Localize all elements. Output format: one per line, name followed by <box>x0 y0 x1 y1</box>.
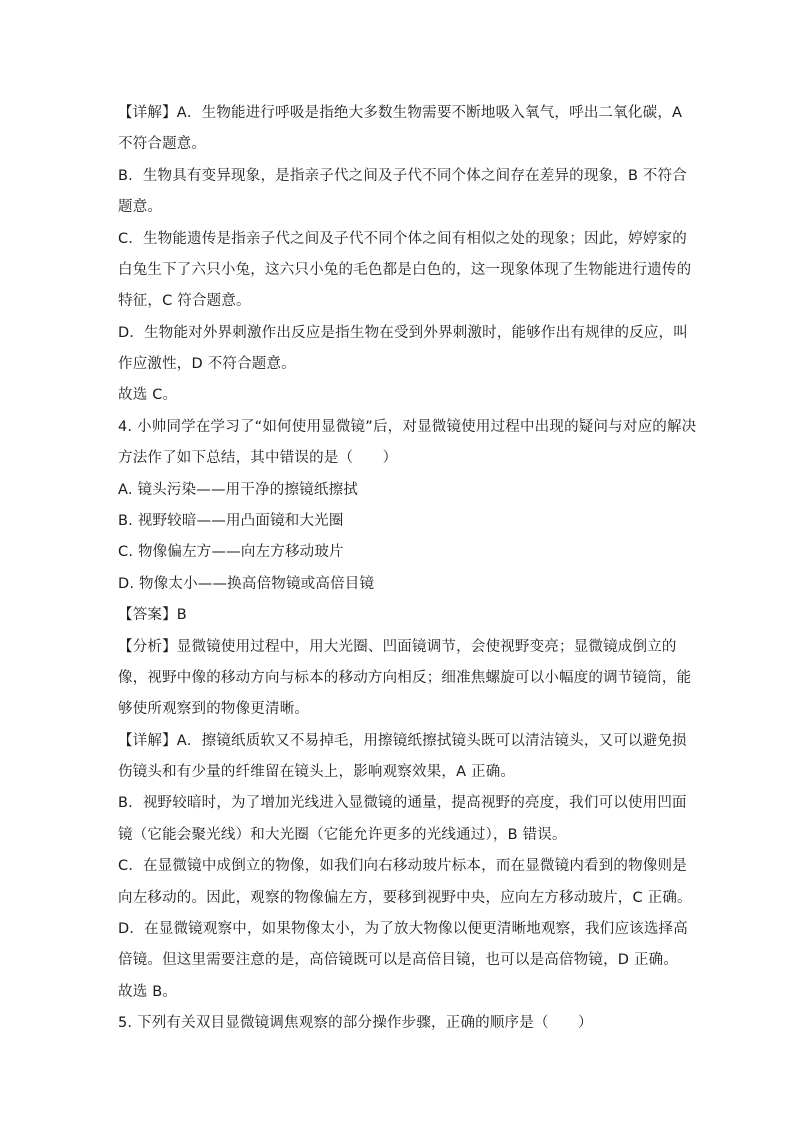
explanation-line: B．视野较暗时，为了增加光线进入显微镜的通量，提高视野的亮度，我们可以使用凹面 <box>118 795 687 811</box>
text-line: 作应激性，D 不符合题意。 <box>118 356 296 372</box>
question-5-stem: 5. 下列有关双目显微镜调焦观察的部分操作步骤，正确的顺序是（ ） <box>118 1015 593 1031</box>
explanation-line: 镜（它能会聚光线）和大光圈（它能允许更多的光线通过），B 错误。 <box>118 827 567 843</box>
text-line: B．生物具有变异现象，是指亲子代之间及子代不同个体之间存在差异的现象，B 不符合 <box>118 168 688 184</box>
explanation-line: C．在显微镜中成倒立的物像，如我们向右移动玻片标本，而在显微镜内看到的物像则是 <box>118 858 687 874</box>
analysis-line: 像，视野中像的移动方向与标本的移动方向相反；细准焦螺旋可以小幅度的调节镜筒，能 <box>118 670 692 686</box>
text-line: 白兔生下了六只小兔，这六只小兔的毛色都是白色的，这一现象体现了生物能进行遗传的 <box>118 262 692 278</box>
explanation-line: 倍镜。但这里需要注意的是，高倍镜既可以是高倍目镜，也可以是高倍物镜，D 正确。 <box>118 952 679 968</box>
option-c: C. 物像偏左方——向左方移动玻片 <box>118 544 344 560</box>
text-line: 【详解】A．生物能进行呼吸是指绝大多数生物需要不断地吸入氧气，呼出二氧化碳，A <box>118 105 683 121</box>
text-line: 故选 C。 <box>118 387 178 403</box>
option-d: D. 物像太小——换高倍物镜或高倍目镜 <box>118 576 375 592</box>
explanation-line: D．在显微镜观察中，如果物像太小，为了放大物像以便更清晰地观察，我们应该选择高 <box>118 921 688 937</box>
analysis-line: 【分析】显微镜使用过程中，用大光圈、凹面镜调节，会使视野变亮；显微镜成倒立的 <box>118 639 677 655</box>
answer-line: 【答案】B <box>118 607 187 623</box>
explanation-line: 向左移动的。因此，观察的物像偏左方，要移到视野中央，应向左方移动玻片，C 正确。 <box>118 890 692 906</box>
text-line: 故选 B。 <box>118 984 178 1000</box>
question-4-stem: 4. 小帅同学在学习了“如何使用显微镜”后，对显微镜使用过程中出现的疑问与对应的解决 <box>118 419 697 435</box>
text-line: C．生物能遗传是指亲子代之间及子代不同个体之间有相似之处的现象；因此，婷婷家的 <box>118 231 687 247</box>
text-line: D．生物能对外界刺激作出反应是指生物在受到外界刺激时，能够作出有规律的反应，叫 <box>118 325 688 341</box>
question-4-stem: 方法作了如下总结，其中错误的是（ ） <box>118 450 398 466</box>
text-line: 题意。 <box>118 199 163 215</box>
analysis-line: 够使所观察到的物像更清晰。 <box>118 701 310 717</box>
option-b: B. 视野较暗——用凸面镜和大光圈 <box>118 513 344 529</box>
option-a: A. 镜头污染——用干净的擦镜纸擦拭 <box>118 482 358 498</box>
explanation-line: 伤镜头和有少量的纤维留在镜头上，影响观察效果，A 正确。 <box>118 764 516 780</box>
text-line: 特征，C 符合题意。 <box>118 293 251 309</box>
text-line: 不符合题意。 <box>118 136 207 152</box>
explanation-line: 【详解】A．擦镜纸质软又不易掉毛，用擦镜纸擦拭镜头既可以清洁镜头，又可以避免损 <box>118 733 687 749</box>
